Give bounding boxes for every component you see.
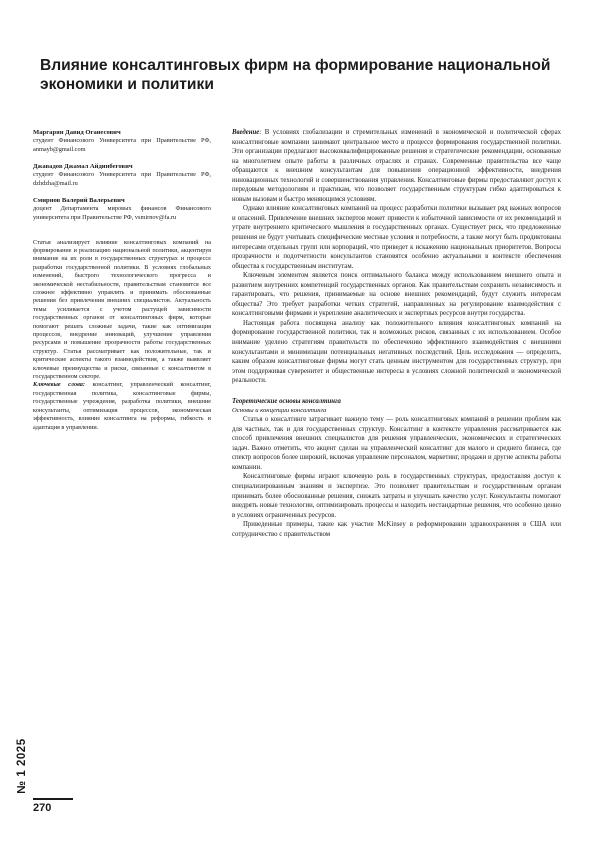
body-paragraph: Ключевым элементом является поиск оптимального баланса между использованием внешнего опыта и развитием внутренних компетенций государственных органов. Как правительствам сохранить независимость и гарантировать, что решения, принимаемые на основе внешних рекомендаций, будут служить интересам общества? Это требует разработки четких стратегий, направленных на регулирование взаимодействия с консалтинговыми фирмами и укрепление аналитических и экспертных ресурсов внутри государства. <box>232 272 561 318</box>
intro-label: Введение <box>232 129 260 136</box>
intro-paragraph <box>232 128 561 204</box>
intro-text: : В условиях глобализации и стремительных изменений в экономической и политической сферах консалтинговые компании занимают центральное место в процессе формирования государственной политики. Эти организации предлагают высококвалифицированные решения и стратегические рекомендации, основанные на многолетнем опыте работы в различных отраслях и странах. Современные правительства все чаще обращаются к внешним консультантам для повышения операционной эффективности, внедрения инновационных технологий и совершенствования управления. Консалтинговые фирмы предоставляют доступ к передовым методологиям и практикам, что позволяет государственным структурам гибко адаптироваться к новым вызовам и быстро меняющимся условиям. <box>232 129 561 203</box>
author-block <box>33 162 211 188</box>
right-column <box>232 128 561 539</box>
subsection-heading: Основы и концепции консалтинга <box>232 406 327 414</box>
page-number: 270 <box>33 802 52 814</box>
issue-number: № 1 2025 <box>16 738 28 794</box>
section-heading: Теоретические основы консалтинга <box>232 397 341 405</box>
keywords-text: консалтинг, управленческий консалтинг, государственная политика, консалтинговые фирмы, государственные учреждения, разработка политики, внешние консультанты, оптимизация процессов, экономическая эффективность, влияние консалтинга на реформы, гибкость и адаптация в управлении. <box>33 381 212 431</box>
body-paragraph: Статья о консалтинге затрагивает важную тему — роль консалтинговых компаний в решении проблем как для частных, так и для государственных структур. Консалтинг в контексте управления рассматривается как способ привлечения внешних специалистов для решения управленческих, экономических и стратегических задач. Важно отметить, что акцент сделан на управленческий консалтинг для малого и среднего бизнеса, где спектр вопросов более широкий, включая управление персоналом, маркетинг, продажи и другие аспекты работы компании. <box>232 416 561 471</box>
author-affiliation: студент Финансового Университета при Правительстве РФ, anmayb@gmail.com <box>33 137 211 153</box>
keywords <box>33 381 211 431</box>
left-column <box>33 128 211 432</box>
author-name: Джавадов Джамал Айдинбегович <box>33 163 133 171</box>
author-affiliation: доцент Департамента мировых финансов Финансового университета при Правительстве РФ, vsmirnov@fa.ru <box>33 205 211 221</box>
keywords-label: Ключевые слова: <box>33 381 85 389</box>
abstract: Статья анализирует влияние консалтинговых компаний на формирование и реализацию национальной политики, акцентируя внимание на их роли в государственных структурах и процессе разработки государственной политики. В условиях глобальных изменений, быстрого технологического прогресса и экономической нестабильности, правительствам становится все сложнее эффективно управлять и принимать обоснованные решения без привлечения внешних специалистов. Актуальность темы усиливается с учетом растущей зависимости государственных органов от консалтинговых фирм, которые помогают решать сложные задачи, такие как оптимизация процессов, внедрение инноваций, улучшение управления ресурсами и повышение прозрачности работы государственных структур. Статья рассматривает как положительные, так и критические аспекты такого взаимодействия, а также выявляет ключевые преимущества и риски, связанные с консалтингом в государственном секторе. <box>33 238 211 381</box>
page-number-rule <box>33 798 73 800</box>
author-block <box>33 128 211 154</box>
author-name: Маргарян Давид Оганесович <box>33 129 121 136</box>
article-title: Влияние консалтинговых фирм на формирование национальной экономики и политики <box>40 57 551 93</box>
author-block <box>33 196 211 222</box>
body-paragraph: Консалтинговые фирмы играют ключевую роль в государственных структурах, предоставляя доступ к специализированным знаниям и экспертизе. Это позволяет правительствам и государственным органам принимать более обоснованные решения, снижать затраты и улучшать качество услуг. Консультанты помогают внедрять новые технологии, оптимизировать процессы и находить нестандартные решения, что особенно ценно в условиях ограниченных ресурсов. <box>232 473 561 519</box>
author-name: Смирнов Валерий Валерьевич <box>33 197 125 205</box>
body-paragraph: Однако влияние консалтинговых компаний на процесс разработки политики вызывает ряд важных вопросов и опасений. Привлечение внешних экспертов может привести к избыточной зависимости от их рекомендаций и утрате внутреннего критического мышления в государственных органах. Существует риск, что предложенные решения не будут учитывать специфические местные условия и потребности, а также могут быть продиктованы интересами отдельных групп или корпораций, что приведет к искажению национальных приоритетов. Вопросы прозрачности и подотчетности консультантов становятся особенно актуальными в контексте обеспечения общества к государственным институтам. <box>232 205 561 270</box>
author-affiliation: студент Финансового Университета при Правительстве РФ, dzhdzha@mail.ru <box>33 171 211 187</box>
body-paragraph: Приведенные примеры, такие как участие McKinsey в реформировании здравоохранения в США или сотрудничество с правительством <box>232 521 561 538</box>
body-paragraph: Настоящая работа посвящена анализу как положительного влияния консалтинговых компаний на формирование государственной политики, так и возможных рисков, связанных с их использованием. Особое внимание уделено стратегиям правительств по обеспечению эффективного взаимодействия с внешними консультантами и минимизации потенциальных негативных последствий. Цель исследования — определить, каким образом консалтинговые фирмы могут стать ценным инструментом для государственных структур, при этом поддерживая суверенитет и общественные интересы в условиях сложной политической и экономической реальности. <box>232 319 561 385</box>
